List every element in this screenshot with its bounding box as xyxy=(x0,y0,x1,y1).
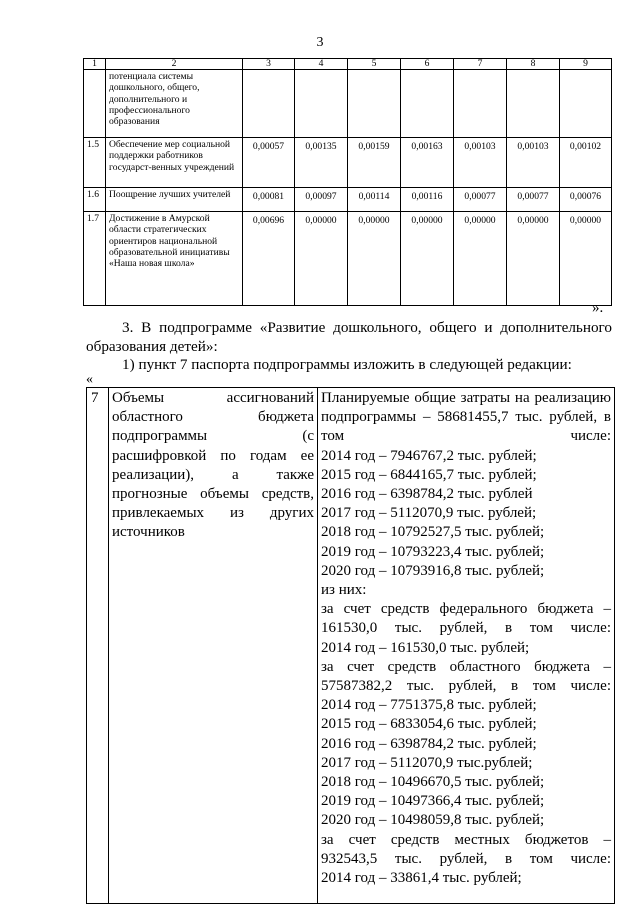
value-cell: 0,00057 xyxy=(243,138,295,188)
value-cell: 0,00081 xyxy=(243,188,295,212)
value-cell: 0,00163 xyxy=(401,138,454,188)
header-cell: 1 xyxy=(84,59,106,70)
header-cell: 7 xyxy=(454,59,507,70)
funding-line: за счет средств местных бюджетов – 932543,5 тыс. рублей, в том числе: xyxy=(321,831,611,867)
closing-quote: ». xyxy=(592,300,604,316)
passport-table xyxy=(86,387,615,904)
funding-line: 2017 год – 5112070,9 тыс. рублей; xyxy=(321,505,537,522)
funding-details xyxy=(318,388,615,904)
value-cell: 0,00159 xyxy=(348,138,401,188)
funding-line: 2018 год – 10792527,5 тыс. рублей; xyxy=(321,524,545,541)
funding-line: 2014 год – 7751375,8 тыс. рублей; xyxy=(321,697,537,714)
table-row xyxy=(84,138,612,188)
table-header-row xyxy=(84,59,612,70)
funding-line: за счет средств федерального бюджета – 161530,0 тыс. рублей, в том числе: xyxy=(321,601,611,637)
value-cell xyxy=(401,70,454,138)
value-cell: 0,00000 xyxy=(295,212,348,306)
funding-line: из них: xyxy=(321,582,367,599)
value-cell xyxy=(295,70,348,138)
opening-quote: « xyxy=(86,372,93,387)
row-text: потенциала системы дошкольного, общего, дополнительного и профессионального образования xyxy=(106,70,243,138)
value-cell xyxy=(454,70,507,138)
header-cell: 2 xyxy=(106,59,243,70)
value-cell: 0,00000 xyxy=(454,212,507,306)
value-cell: 0,00696 xyxy=(243,212,295,306)
funding-line: 2014 год – 7946767,2 тыс. рублей; xyxy=(321,447,537,464)
header-cell: 6 xyxy=(401,59,454,70)
header-cell: 3 xyxy=(243,59,295,70)
funding-line: 2020 год – 10793916,8 тыс. рублей; xyxy=(321,562,545,579)
value-cell: 0,00000 xyxy=(560,212,612,306)
value-cell: 0,00077 xyxy=(507,188,560,212)
row-text: Обеспечение мер социальной поддержки работников государст-венных учреждений xyxy=(106,138,243,188)
funding-line: 2014 год – 161530,0 тыс. рублей; xyxy=(321,639,530,656)
page-number: 3 xyxy=(316,35,324,50)
header-cell: 9 xyxy=(560,59,612,70)
value-cell: 0,00102 xyxy=(560,138,612,188)
value-cell: 0,00103 xyxy=(454,138,507,188)
row-number xyxy=(84,70,106,138)
value-cell: 0,00114 xyxy=(348,188,401,212)
value-cell: 0,00000 xyxy=(507,212,560,306)
row-number: 1.7 xyxy=(84,212,106,306)
table-row xyxy=(84,70,612,138)
value-cell xyxy=(507,70,560,138)
indicators-table xyxy=(83,58,612,306)
value-cell: 0,00000 xyxy=(401,212,454,306)
row-text: Поощрение лучших учителей xyxy=(106,188,243,212)
row-number: 1.6 xyxy=(84,188,106,212)
header-cell: 8 xyxy=(507,59,560,70)
table-row xyxy=(84,188,612,212)
funding-line: 2017 год – 5112070,9 тыс.рублей; xyxy=(321,754,533,771)
value-cell xyxy=(348,70,401,138)
funding-line: 2019 год – 10497366,4 тыс. рублей; xyxy=(321,793,545,810)
value-cell: 0,00135 xyxy=(295,138,348,188)
row-number: 7 xyxy=(87,388,109,904)
funding-line: Планируемые общие затраты на реализацию подпрограммы – 58681455,7 тыс. рублей, в том числе: xyxy=(321,390,611,445)
value-cell: 0,00000 xyxy=(348,212,401,306)
funding-line: 2015 год – 6833054,6 тыс. рублей; xyxy=(321,716,537,733)
funding-line: за счет средств областного бюджета – 57587382,2 тыс. рублей, в том числе: xyxy=(321,658,611,695)
value-cell: 0,00097 xyxy=(295,188,348,212)
value-cell: 0,00077 xyxy=(454,188,507,212)
value-cell: 0,00076 xyxy=(560,188,612,212)
header-cell: 5 xyxy=(348,59,401,70)
paragraph-3: 3. В подпрограмме «Развитие дошкольного, общего и дополнительного образования детей»: xyxy=(86,319,612,355)
table-row xyxy=(84,212,612,306)
funding-line: 2020 год – 10498059,8 тыс. рублей; xyxy=(321,812,545,829)
funding-line: 2018 год – 10496670,5 тыс. рублей; xyxy=(321,774,545,791)
funding-line: 2015 год – 6844165,7 тыс. рублей; xyxy=(321,466,537,483)
header-cell: 4 xyxy=(295,59,348,70)
passport-row xyxy=(87,388,615,904)
value-cell: 0,00116 xyxy=(401,188,454,212)
funding-label: Объемы ассигнований областного бюджета подпрограммы (с расшифровкой по годам ее реализации), а также прогнозные объемы средств, привлекаемых из других источников xyxy=(109,388,318,904)
value-cell xyxy=(560,70,612,138)
funding-line: 2016 год – 6398784,2 тыс. рублей xyxy=(321,486,533,503)
funding-line: 2019 год – 10793223,4 тыс. рублей; xyxy=(321,543,545,560)
value-cell xyxy=(243,70,295,138)
row-text: Достижение в Амурской области стратегических ориентиров национальной образовательной инициативы «Наша новая школа» xyxy=(106,212,243,306)
row-number: 1.5 xyxy=(84,138,106,188)
paragraph-1: 1) пункт 7 паспорта подпрограммы изложить в следующей редакции: xyxy=(122,356,572,373)
funding-line: 2016 год – 6398784,2 тыс. рублей; xyxy=(321,735,537,752)
funding-line: 2014 год – 33861,4 тыс. рублей; xyxy=(321,870,522,887)
value-cell: 0,00103 xyxy=(507,138,560,188)
